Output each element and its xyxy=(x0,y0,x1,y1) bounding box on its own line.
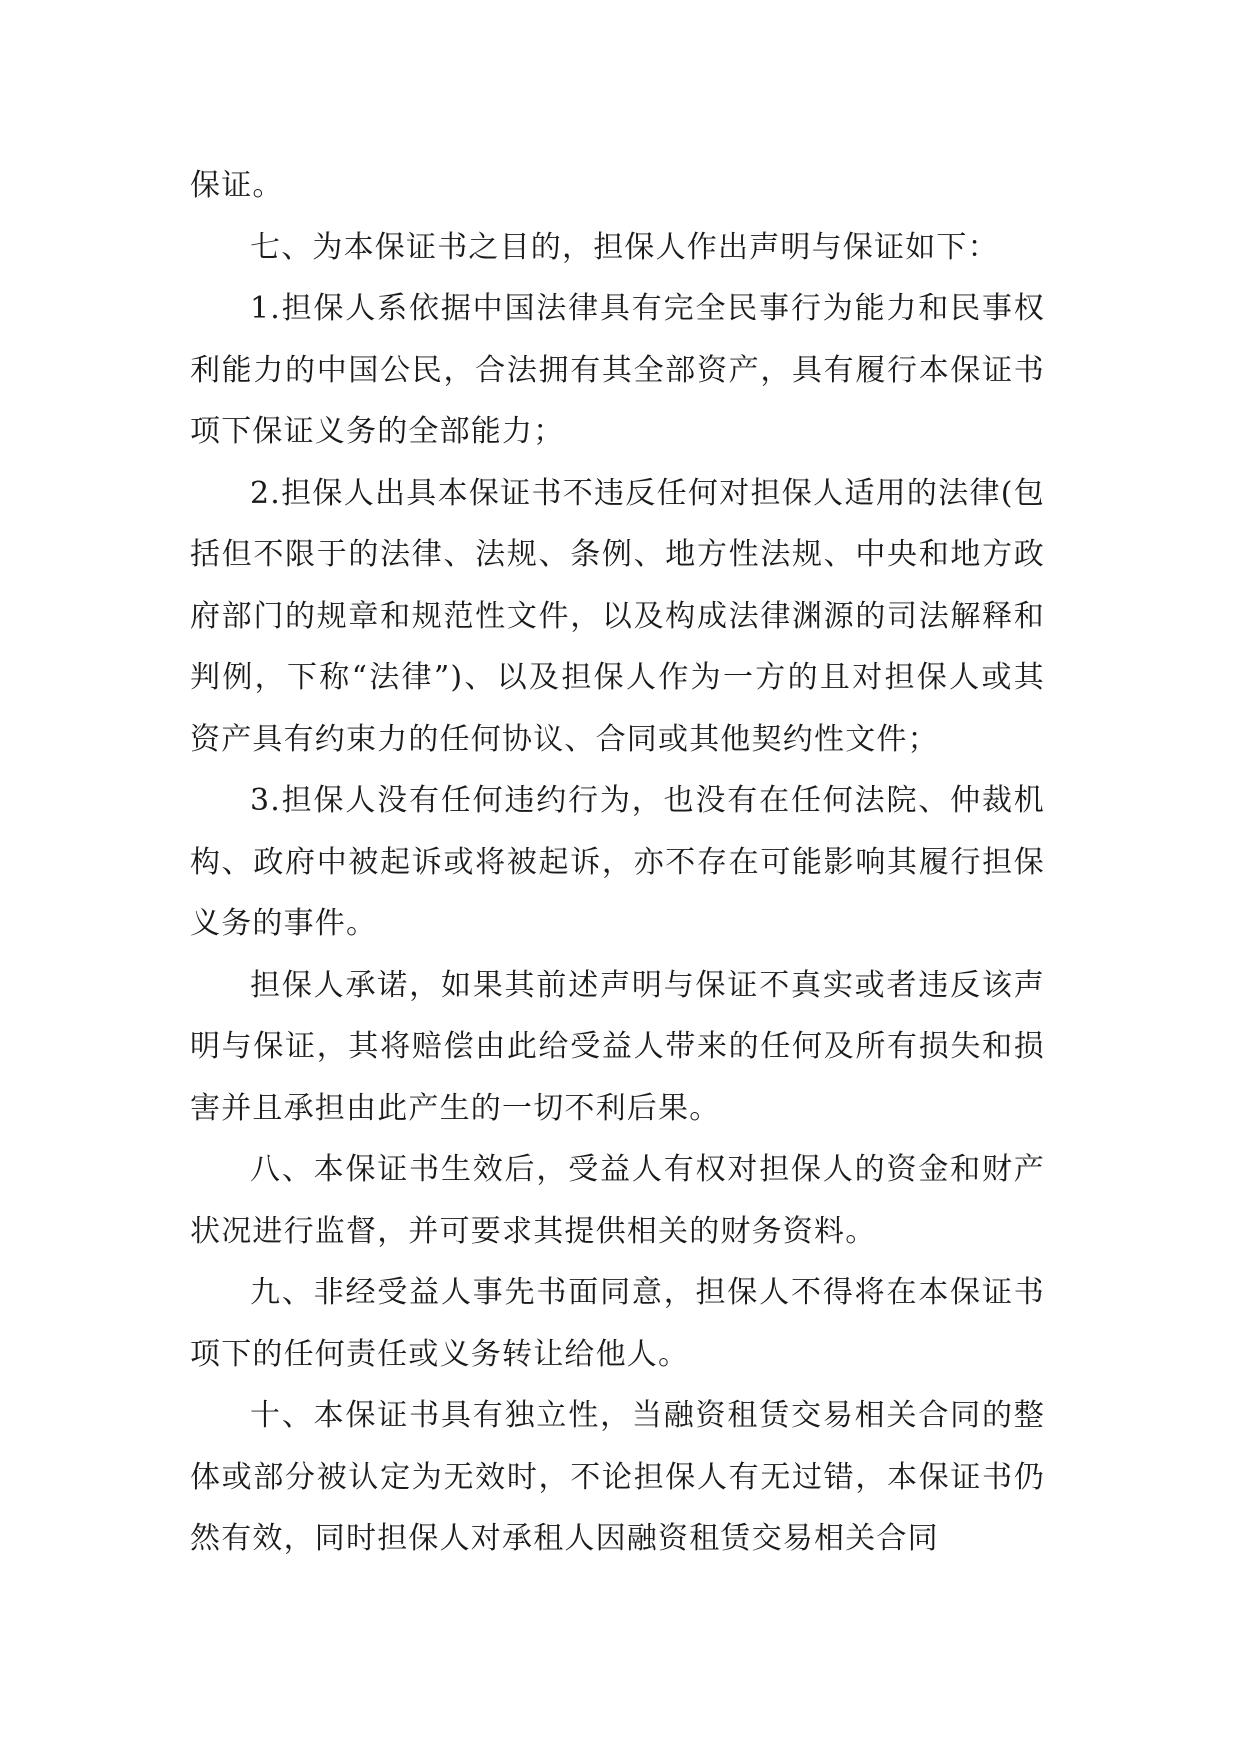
paragraph-clause-2: 2.担保人出具本保证书不违反任何对担保人适用的法律(包括但不限于的法律、法规、条例、地方性法规、中央和地方政府部门的规章和规范性文件，以及构成法律渊源的司法解释和判例，下称“法律”)、以及担保人作为一方的且对担保人或其资产具有约束力的任何协议、合同或其他契约性文件； xyxy=(190,475,1045,757)
paragraph-section-8: 八、本保证书生效后，受益人有权对担保人的资金和财产状况进行监督，并可要求其提供相关的财务资料。 xyxy=(190,1152,1045,1249)
paragraph-section-9: 九、非经受益人事先书面同意，担保人不得将在本保证书项下的任何责任或义务转让给他人。 xyxy=(190,1275,1045,1372)
paragraph-clause-1: 1.担保人系依据中国法律具有完全民事行为能力和民事权利能力的中国公民，合法拥有其全部资产，具有履行本保证书项下保证义务的全部能力； xyxy=(190,291,1045,449)
paragraph-clause-3: 3.担保人没有任何违约行为，也没有在任何法院、仲裁机构、政府中被起诉或将被起诉，亦不存在可能影响其履行担保义务的事件。 xyxy=(190,783,1045,941)
paragraph-section-10: 十、本保证书具有独立性，当融资租赁交易相关合同的整体或部分被认定为无效时，不论担保人有无过错，本保证书仍然有效，同时担保人对承租人因融资租赁交易相关合同 xyxy=(190,1398,1045,1556)
paragraph-section-7: 七、为本保证书之目的，担保人作出声明与保证如下： xyxy=(250,229,999,265)
document-body xyxy=(190,155,1045,1570)
paragraph-commitment: 担保人承诺，如果其前述声明与保证不真实或者违反该声明与保证，其将赔偿由此给受益人带来的任何及所有损失和损害并且承担由此产生的一切不利后果。 xyxy=(190,967,1045,1126)
paragraph-continuation: 保证。 xyxy=(190,168,284,203)
